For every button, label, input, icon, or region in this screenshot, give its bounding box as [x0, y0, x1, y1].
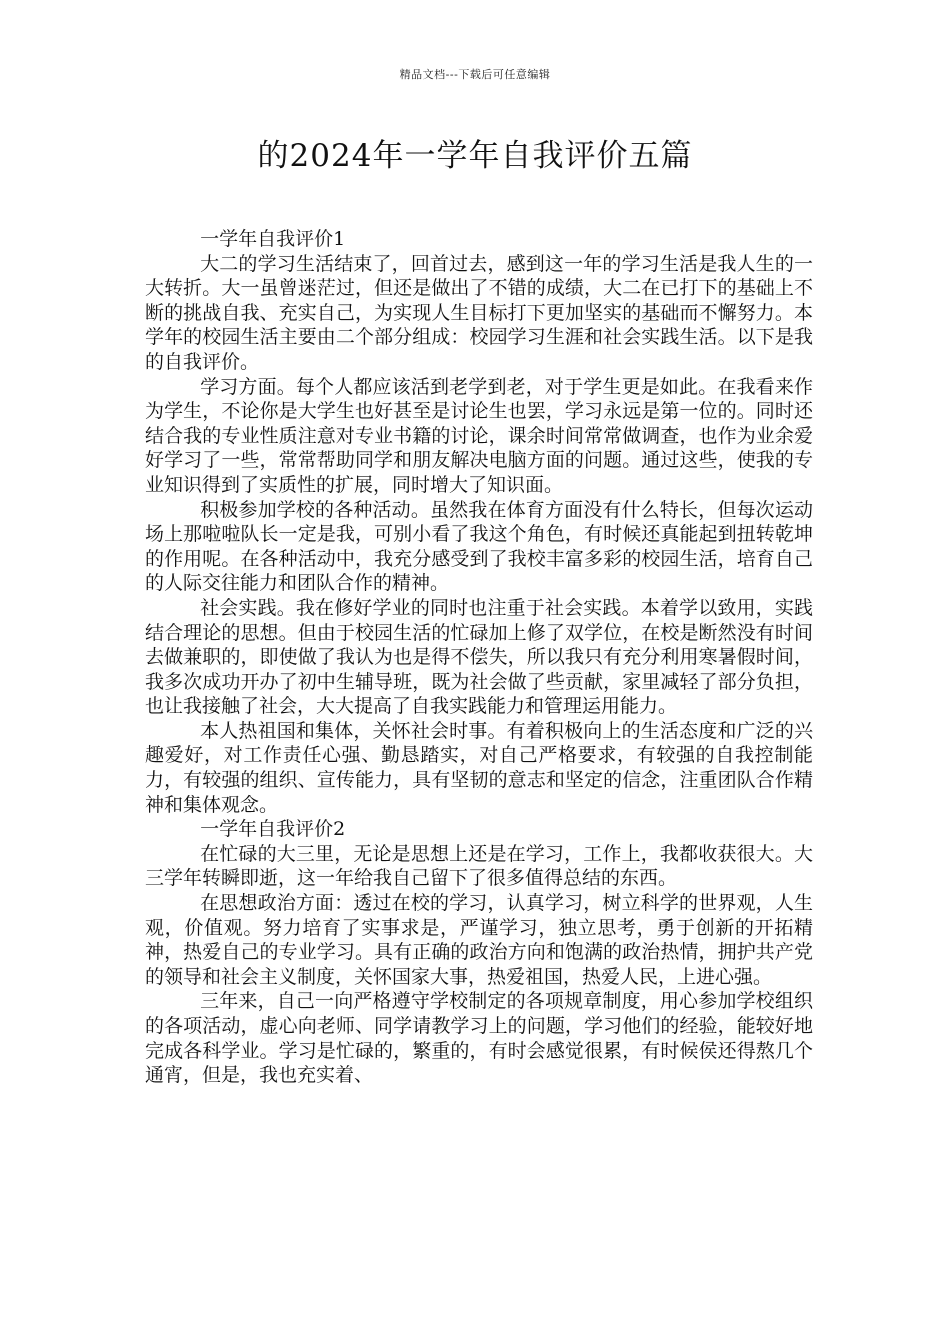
- paragraph: 在思想政治方面：透过在校的学习，认真学习，树立科学的世界观，人生观，价值观。努力培育了实事求是，严谨学习，独立思考，勇于创新的开拓精神，热爱自己的专业学习。具有正确的政治方向和饱满的政治热情，拥护共产党的领导和社会主义制度，关怀国家大事，热爱祖国，热爱人民，上进心强。: [145, 892, 813, 988]
- paragraph: 学习方面。每个人都应该活到老学到老，对于学生更是如此。在我看来作为学生，不论你是大学生也好甚至是讨论生也罢，学习永远是第一位的。同时还结合我的专业性质注意对专业书籍的讨论，课余时间常常做调查，也作为业余爱好学习了一些，常常帮助同学和朋友解决电脑方面的问题。通过这些，使我的专业知识得到了实质性的扩展，同时增大了知识面。: [145, 375, 813, 496]
- section-heading-2: 一学年自我评价2: [200, 818, 346, 841]
- document-title: 的2024年一学年自我评价五篇: [257, 138, 693, 174]
- paragraph: 三年来，自己一向严格遵守学校制定的各项规章制度，用心参加学校组织的各项活动，虚心向老师、同学请教学习上的问题，学习他们的经验，能较好地完成各科学业。学习是忙碌的，繁重的，有时会感觉很累，有时候侯还得熬几个通宵，但是，我也充实着、: [145, 990, 813, 1087]
- document-body: [145, 227, 813, 1088]
- header-note: 精品文档---下载后可任意编辑: [399, 68, 551, 81]
- paragraph: 在忙碌的大三里，无论是思想上还是在学习，工作上，我都收获很大。大三学年转瞬即逝，这一年给我自己留下了很多值得总结的东西。: [145, 842, 813, 890]
- paragraph: 积极参加学校的各种活动。虽然我在体育方面没有什么特长，但每次运动场上那啦啦队长一定是我，可别小看了我这个角色，有时候还真能起到扭转乾坤的作用呢。在各种活动中，我充分感受到了我校丰富多彩的校园生活，培育自己的人际交往能力和团队合作的精神。: [145, 498, 813, 595]
- section-heading-1: 一学年自我评价1: [200, 228, 346, 250]
- paragraph: 大二的学习生活结束了，回首过去，感到这一年的学习生活是我人生的一大转折。大一虽曾迷茫过，但还是做出了不错的成绩，大二在已打下的基础上不断的挑战自我、充实自己，为实现人生目标打下更加坚实的基础而不懈努力。本学年的校园生活主要由二个部分组成：校园学习生涯和社会实践生活。以下是我的自我评价。: [145, 252, 813, 373]
- paragraph: 本人热祖国和集体，关怀社会时事。有着积极向上的生活态度和广泛的兴趣爱好，对工作责任心强、勤恳踏实，对自己严格要求，有较强的自我控制能力，有较强的组织、宣传能力，具有坚韧的意志和坚定的信念，注重团队合作精神和集体观念。: [145, 719, 813, 816]
- paragraph: 社会实践。我在修好学业的同时也注重于社会实践。本着学以致用，实践结合理论的思想。但由于校园生活的忙碌加上修了双学位，在校是断然没有时间去做兼职的，即使做了我认为也是得不偿失，所以我只有充分利用寒暑假时间，我多次成功开办了初中生辅导班，既为社会做了些贡献，家里减轻了部分负担，也让我接触了社会，大大提高了自我实践能力和管理运用能力。: [145, 596, 813, 718]
